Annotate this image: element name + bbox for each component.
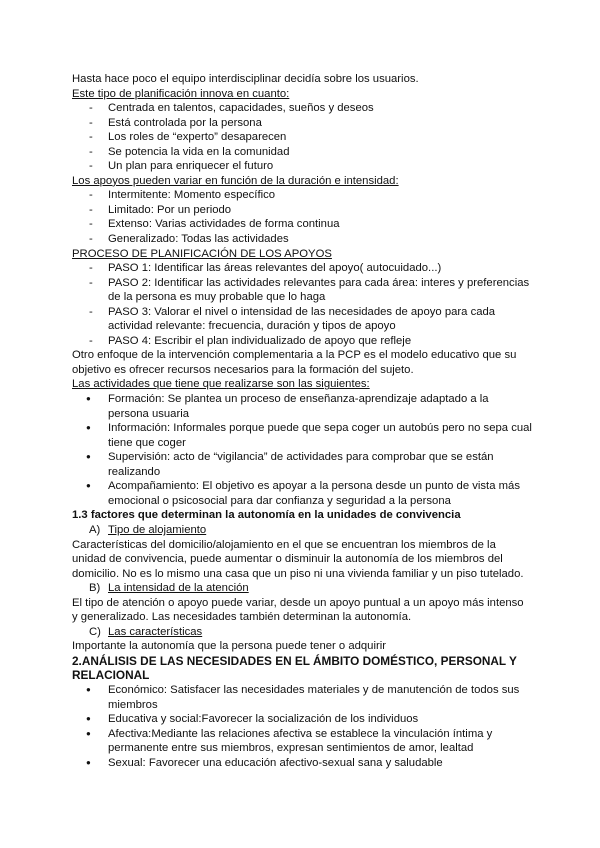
support-heading: Los apoyos pueden variar en función de la duración e intensidad:	[72, 174, 399, 187]
list-item: - Extenso: Varias actividades de forma continua	[72, 217, 532, 232]
list-item: - Generalizado: Todas las actividades	[72, 232, 532, 247]
factor-item	[72, 581, 532, 596]
process-list	[72, 261, 532, 348]
list-item: ● Formación: Se plantea un proceso de enseñanza-aprendizaje adaptado a la persona usuaria	[72, 392, 532, 421]
section-2-title: 2.ANÁLISIS DE LAS NECESIDADES EN EL ÁMBITO DOMÉSTICO, PERSONAL Y RELACIONAL	[72, 653, 517, 683]
other-focus-paragraph: Otro enfoque de la intervención complementaria a la PCP es el modelo educativo que su objetivo es ofrecer recursos necesarios para la formación del sujeto.	[72, 349, 517, 376]
list-item: ● Afectiva:Mediante las relaciones afectiva se establece la vinculación íntima y permanente entre sus miembros, expresan sentimientos de amor, lealtad	[72, 727, 532, 756]
factor-marker: C)	[89, 625, 101, 638]
list-item: ● Información: Informales porque puede que sepa coger un autobús pero no sepa cual tiene que coger	[72, 421, 532, 450]
list-item: ● Supervisión: acto de “vigilancia” de actividades para comprobar que se están realizando	[72, 450, 532, 479]
list-item: - PASO 4: Escribir el plan individualizado de apoyo que refleje	[72, 334, 532, 349]
list-item: ● Sexual: Favorecer una educación afectivo-sexual sana y saludable	[72, 756, 532, 771]
process-heading: PROCESO DE PLANIFICACIÓN DE LOS APOYOS	[72, 247, 332, 260]
factor-label: La intensidad de la atención	[108, 582, 249, 595]
list-item: ● Acompañamiento: El objetivo es apoyar a la persona desde un punto de vista más emocional o psicosocial para dar confianza y seguridad a la persona	[72, 479, 532, 508]
document-page	[72, 72, 532, 770]
list-item: - Centrada en talentos, capacidades, sueños y deseos	[72, 101, 532, 116]
list-item: - PASO 1: Identificar las áreas relevantes del apoyo( autocuidado...)	[72, 261, 532, 276]
factor-marker: B)	[89, 582, 101, 595]
needs-list	[72, 683, 532, 770]
factor-b-text: El tipo de atención o apoyo puede variar, desde un apoyo puntual a un apoyo más intenso y generalizado. Las necesidades también determinan la autonomía.	[72, 596, 524, 624]
factor-c-text: Importante la autonomía que la persona puede tener o adquirir	[72, 640, 387, 653]
list-item: ● Educativa y social:Favorecer la socialización de los individuos	[72, 712, 532, 727]
activities-heading: Las actividades que tiene que realizarse son las siguientes:	[72, 378, 370, 391]
planning-heading: Este tipo de planificación innova en cuanto:	[72, 87, 290, 100]
factor-a	[72, 523, 532, 538]
list-item: - Se potencia la vida en la comunidad	[72, 145, 532, 160]
factor-label: Las características	[108, 625, 203, 638]
factor-c	[72, 625, 532, 640]
section-1-3-title: 1.3 factores que determinan la autonomía en la unidades de convivencia	[72, 509, 461, 522]
list-item: ● Económico: Satisfacer las necesidades materiales y de manutención de todos sus miembros	[72, 683, 532, 712]
factor-a-text: Características del domicilio/alojamiento en el que se encuentran los miembros de la unidad de convivencia, puede aumentar o disminuir la autonomía de los miembros del domicilio. No es lo mismo una casa que un piso ni una vivienda familiar y un piso tutelado.	[72, 538, 524, 580]
factor-item	[72, 625, 532, 640]
list-item: - PASO 3: Valorar el nivel o intensidad de las necesidades de apoyo para cada actividad relevante: frecuencia, duración y tipos de apoyo	[72, 305, 532, 334]
planning-list	[72, 101, 532, 174]
factor-b	[72, 581, 532, 596]
intro-paragraph: Hasta hace poco el equipo interdisciplinar decidía sobre los usuarios.	[72, 73, 419, 85]
list-item: - Limitado: Por un periodo	[72, 203, 532, 218]
list-item: - Los roles de “experto” desaparecen	[72, 130, 532, 145]
list-item: - Un plan para enriquecer el futuro	[72, 159, 532, 174]
list-item: - Intermitente: Momento específico	[72, 188, 532, 203]
support-list	[72, 188, 532, 246]
list-item: - Está controlada por la persona	[72, 116, 532, 131]
activities-list	[72, 392, 532, 508]
list-item: - PASO 2: Identificar las actividades relevantes para cada área: interes y preferencias de la persona es muy probable que lo haga	[72, 276, 532, 305]
factor-marker: A)	[89, 523, 101, 536]
factor-item	[72, 523, 532, 538]
factor-label: Tipo de alojamiento	[108, 523, 207, 536]
